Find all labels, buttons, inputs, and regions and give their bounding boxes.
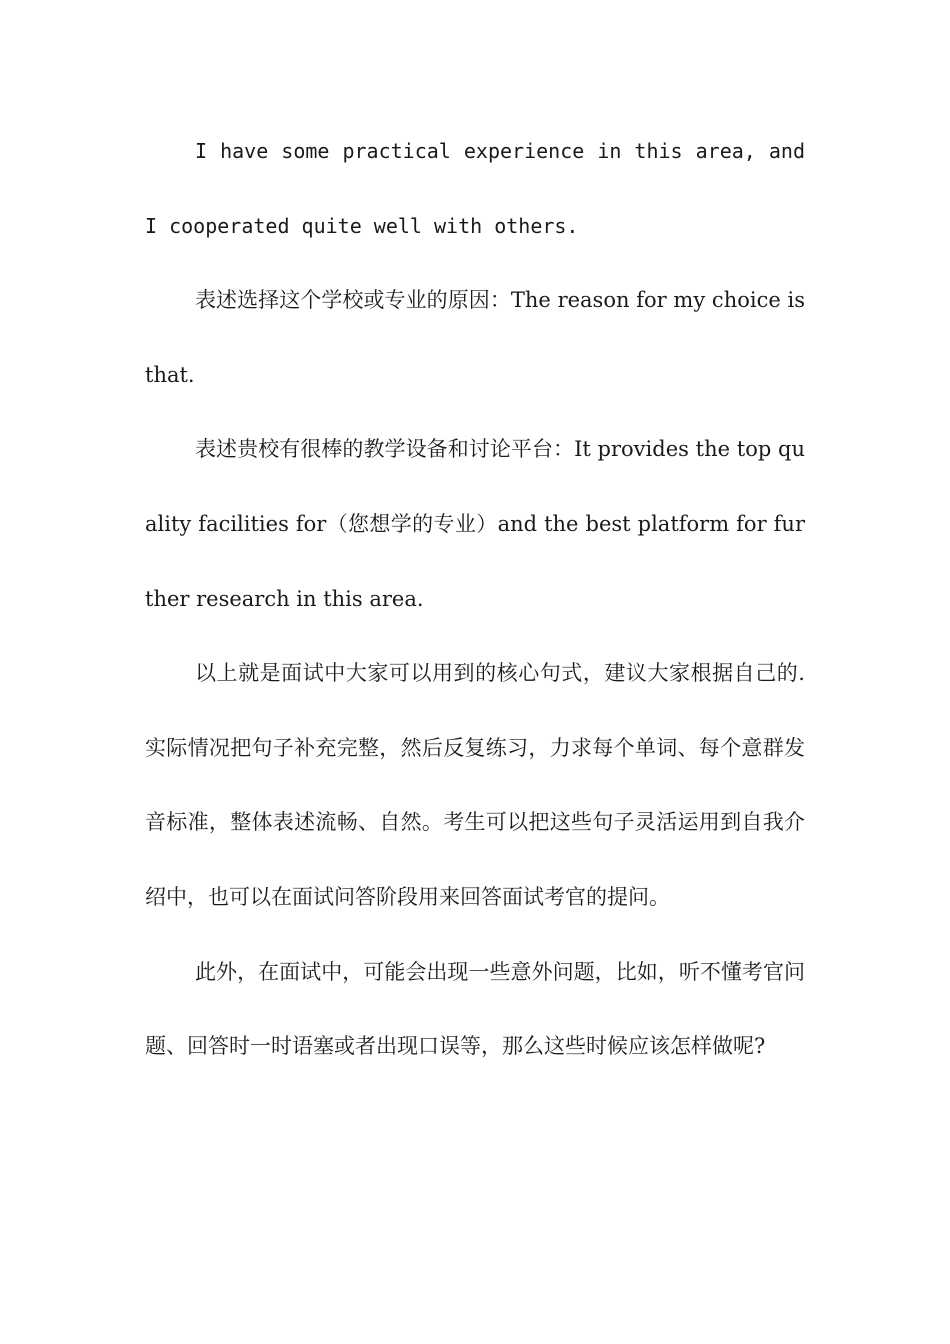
paragraph-facilities: 表述贵校有很棒的教学设备和讨论平台：It provides the top quality facilities for（您想学的专业）and the best platform for further research in this area. — [145, 437, 805, 611]
paragraph-reason-choice: 表述选择这个学校或专业的原因：The reason for my choice is that. — [145, 288, 805, 387]
paragraph-core-sentences: 以上就是面试中大家可以用到的核心句式，建议大家根据自己的.实际情况把句子补充完整，然后反复练习，力求每个单词、每个意群发音标准，整体表述流畅、自然。考生可以把这些句子灵活运用到自我介绍中，也可以在面试问答阶段用来回答面试考官的提问。 — [145, 661, 805, 909]
paragraph-experience: I have some practical experience in this area, and I cooperated quite well with others. — [145, 139, 805, 238]
document-body — [145, 114, 805, 1084]
paragraph-unexpected-questions: 此外，在面试中，可能会出现一些意外问题，比如，听不懂考官问题、回答时一时语塞或者出现口误等，那么这些时候应该怎样做呢? — [145, 959, 805, 1059]
